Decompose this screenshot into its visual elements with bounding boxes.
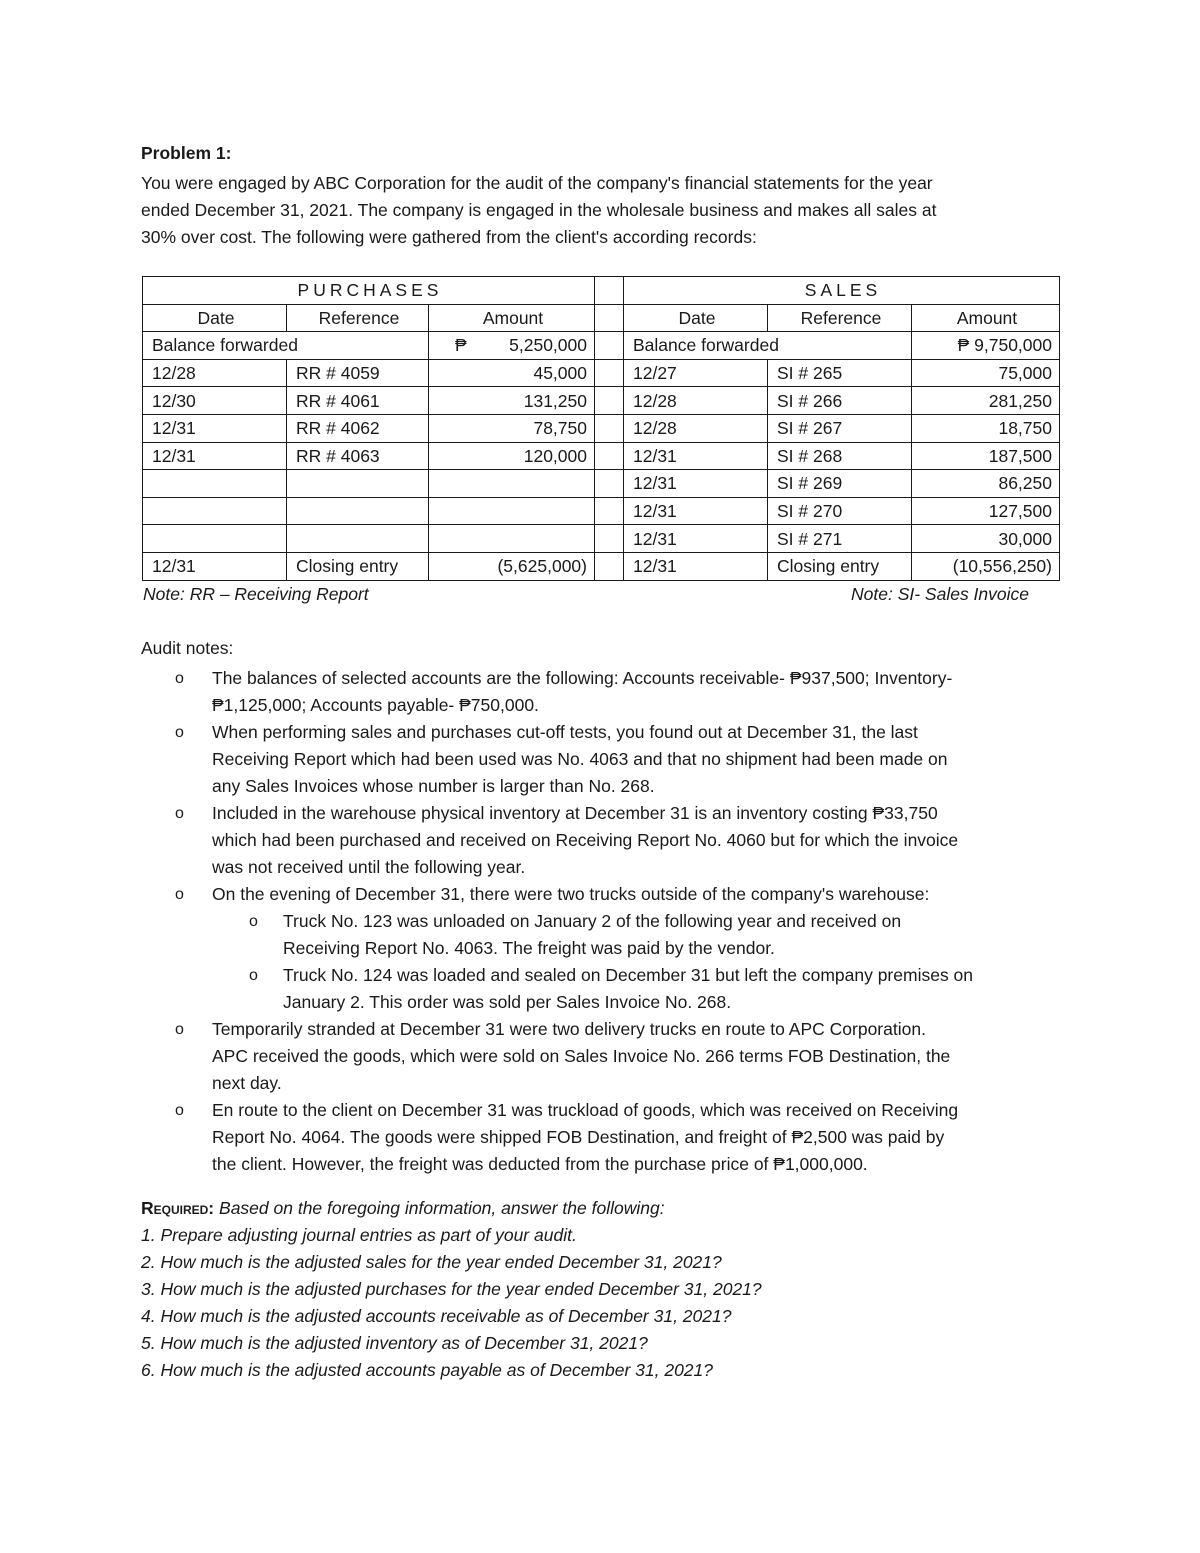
- purchases-reference-cell: RR # 4063: [287, 442, 429, 470]
- audit-sub-line: January 2. This order was sold per Sales Invoice No. 268.: [283, 992, 732, 1012]
- audit-note-line: The balances of selected accounts are the following: Accounts receivable- ₱937,500; Inventory-: [212, 668, 953, 688]
- audit-note-line: On the evening of December 31, there were two trucks outside of the company's warehouse:: [212, 884, 930, 904]
- table-gap: [595, 525, 624, 553]
- audit-note-item: [175, 800, 1072, 881]
- bullet-icon: o: [175, 1021, 184, 1038]
- question-list: [141, 1222, 762, 1384]
- purchases-reference-cell: [287, 470, 429, 498]
- audit-note-line: When performing sales and purchases cut-off tests, you found out at December 31, the last: [212, 722, 918, 742]
- table-row: [143, 442, 1060, 470]
- required-header: [141, 1195, 762, 1222]
- audit-note-line: which had been purchased and received on Receiving Report No. 4060 but for which the invoice: [212, 830, 959, 850]
- table-row: [143, 414, 1060, 442]
- sales-date-cell: 12/31: [624, 442, 768, 470]
- bullet-icon: o: [175, 886, 184, 903]
- purchases-amount-cell: 120,000: [429, 442, 595, 470]
- table-gap: [595, 332, 624, 360]
- audit-note-line: Receiving Report which had been used was No. 4063 and that no shipment had been made on: [212, 749, 948, 769]
- intro-paragraph: [141, 170, 1061, 251]
- purchases-balance-label: Balance forwarded: [143, 332, 429, 360]
- purchases-reference-cell: Closing entry: [287, 552, 429, 580]
- purchases-sales-table: [142, 276, 1060, 581]
- question-item: 4. How much is the adjusted accounts receivable as of December 31, 2021?: [141, 1306, 732, 1326]
- question-item: 5. How much is the adjusted inventory as of December 31, 2021?: [141, 1333, 648, 1353]
- audit-note-line: Temporarily stranded at December 31 were two delivery trucks en route to APC Corporation.: [212, 1019, 926, 1039]
- purchases-reference-cell: [287, 525, 429, 553]
- purchases-reference-cell: [287, 497, 429, 525]
- audit-sub-line: Receiving Report No. 4063. The freight was paid by the vendor.: [283, 938, 775, 958]
- table-row: [143, 387, 1060, 415]
- balance-forwarded-row: [143, 332, 1060, 360]
- sales-reference-cell: SI # 270: [768, 497, 912, 525]
- sales-date-cell: 12/27: [624, 359, 768, 387]
- sales-date-cell: 12/31: [624, 525, 768, 553]
- sales-reference-cell: SI # 269: [768, 470, 912, 498]
- audit-notes-title: Audit notes:: [141, 638, 234, 658]
- audit-sub-line: Truck No. 124 was loaded and sealed on December 31 but left the company premises on: [283, 965, 974, 985]
- table-row: [143, 359, 1060, 387]
- table-gap: [595, 442, 624, 470]
- purchases-balance-amount: 5,250,000: [509, 335, 587, 356]
- question-item: 6. How much is the adjusted accounts payable as of December 31, 2021?: [141, 1360, 714, 1380]
- purchases-reference-cell: RR # 4062: [287, 414, 429, 442]
- purchases-heading: PURCHASES: [143, 277, 595, 305]
- audit-note-line: was not received until the following year.: [212, 857, 526, 877]
- question-item: 2. How much is the adjusted sales for the year ended December 31, 2021?: [141, 1252, 722, 1272]
- sales-date-cell: 12/31: [624, 497, 768, 525]
- sales-reference-cell: SI # 267: [768, 414, 912, 442]
- intro-line: 30% over cost. The following were gathered from the client's according records:: [141, 227, 757, 247]
- audit-note-item: [175, 719, 1072, 800]
- sales-amount-cell: 18,750: [912, 414, 1060, 442]
- sales-amount-cell: 75,000: [912, 359, 1060, 387]
- required-section: [141, 1195, 762, 1384]
- required-description: Based on the foregoing information, answer the following:: [219, 1198, 665, 1218]
- audit-notes-list: [0, 665, 1200, 1178]
- sales-date-cell: 12/28: [624, 387, 768, 415]
- purchases-date-cell: 12/30: [143, 387, 287, 415]
- table-gap: [595, 552, 624, 580]
- audit-note-item: [175, 881, 1072, 1016]
- purchases-date-cell: 12/31: [143, 552, 287, 580]
- question-item: 3. How much is the adjusted purchases for the year ended December 31, 2021?: [141, 1279, 762, 1299]
- sales-reference-cell: SI # 266: [768, 387, 912, 415]
- table-row: [143, 470, 1060, 498]
- bullet-icon: o: [175, 724, 184, 741]
- sales-amount-cell: 86,250: [912, 470, 1060, 498]
- peso-sign: ₱: [455, 335, 467, 356]
- purchases-date-cell: [143, 525, 287, 553]
- audit-sub-line: Truck No. 123 was unloaded on January 2 of the following year and received on: [283, 911, 902, 931]
- sales-balance-label: Balance forwarded: [624, 332, 912, 360]
- purchases-amount-cell: [429, 497, 595, 525]
- sales-reference-cell: SI # 271: [768, 525, 912, 553]
- bullet-icon: o: [249, 967, 258, 984]
- sales-amount-cell: (10,556,250): [912, 552, 1060, 580]
- sales-reference-cell: Closing entry: [768, 552, 912, 580]
- purchases-date-cell: [143, 497, 287, 525]
- sales-date-cell: 12/31: [624, 552, 768, 580]
- purchases-date-cell: 12/31: [143, 414, 287, 442]
- purchases-reference-cell: RR # 4061: [287, 387, 429, 415]
- question-item: 1. Prepare adjusting journal entries as part of your audit.: [141, 1225, 577, 1245]
- audit-note-line: Included in the warehouse physical inventory at December 31 is an inventory costing ₱33,750: [212, 803, 938, 823]
- table-heading-row: [143, 277, 1060, 305]
- purchases-amount-header: Amount: [429, 304, 595, 332]
- purchases-balance-cell: [429, 332, 595, 360]
- purchases-amount-cell: 131,250: [429, 387, 595, 415]
- table-gap: [595, 277, 624, 305]
- bullet-icon: o: [175, 1102, 184, 1119]
- bullet-icon: o: [175, 670, 184, 687]
- intro-line: ended December 31, 2021. The company is engaged in the wholesale business and makes all sales at: [141, 200, 937, 220]
- table-row: [143, 525, 1060, 553]
- table-row: [143, 497, 1060, 525]
- sales-reference-cell: SI # 265: [768, 359, 912, 387]
- audit-note-line: APC received the goods, which were sold on Sales Invoice No. 266 terms FOB Destination, the: [212, 1046, 951, 1066]
- purchases-reference-cell: RR # 4059: [287, 359, 429, 387]
- bullet-icon: o: [175, 805, 184, 822]
- sales-note: Note: SI- Sales Invoice: [851, 584, 1029, 604]
- table-gap: [595, 414, 624, 442]
- audit-note-line: any Sales Invoices whose number is larger than No. 268.: [212, 776, 655, 796]
- sales-date-header: Date: [624, 304, 768, 332]
- sales-date-cell: 12/31: [624, 470, 768, 498]
- sales-amount-cell: 30,000: [912, 525, 1060, 553]
- table-gap: [595, 497, 624, 525]
- sales-amount-cell: 127,500: [912, 497, 1060, 525]
- audit-note-line: the client. However, the freight was deducted from the purchase price of ₱1,000,000.: [212, 1154, 868, 1174]
- purchases-amount-cell: 45,000: [429, 359, 595, 387]
- table-gap: [595, 470, 624, 498]
- purchases-reference-header: Reference: [287, 304, 429, 332]
- required-label: Required:: [141, 1198, 215, 1218]
- audit-note-item: [175, 665, 1072, 719]
- purchases-date-cell: 12/31: [143, 442, 287, 470]
- intro-line: You were engaged by ABC Corporation for the audit of the company's financial statements for the year: [141, 173, 933, 193]
- audit-note-line: next day.: [212, 1073, 282, 1093]
- table-gap: [595, 387, 624, 415]
- sales-reference-cell: SI # 268: [768, 442, 912, 470]
- table-row: [143, 552, 1060, 580]
- audit-note-item: [175, 1016, 1072, 1097]
- purchases-amount-cell: [429, 470, 595, 498]
- table-gap: [595, 359, 624, 387]
- problem-title: Problem 1:: [141, 143, 232, 163]
- audit-sub-item: [249, 908, 1083, 962]
- bullet-icon: o: [249, 913, 258, 930]
- sales-amount-cell: 187,500: [912, 442, 1060, 470]
- sales-amount-header: Amount: [912, 304, 1060, 332]
- audit-note-item: [175, 1097, 1072, 1178]
- purchases-amount-cell: 78,750: [429, 414, 595, 442]
- audit-note-line: En route to the client on December 31 was truckload of goods, which was received on Receiving: [212, 1100, 959, 1120]
- column-header-row: [143, 304, 1060, 332]
- sales-amount-cell: 281,250: [912, 387, 1060, 415]
- purchases-amount-cell: (5,625,000): [429, 552, 595, 580]
- purchases-date-cell: 12/28: [143, 359, 287, 387]
- sales-date-cell: 12/28: [624, 414, 768, 442]
- audit-note-line: ₱1,125,000; Accounts payable- ₱750,000.: [212, 695, 539, 715]
- audit-note-line: Report No. 4064. The goods were shipped FOB Destination, and freight of ₱2,500 was paid by: [212, 1127, 945, 1147]
- purchases-date-cell: [143, 470, 287, 498]
- purchases-amount-cell: [429, 525, 595, 553]
- audit-sub-item: [249, 962, 1083, 1016]
- purchases-note: Note: RR – Receiving Report: [143, 584, 369, 604]
- sales-reference-header: Reference: [768, 304, 912, 332]
- table-gap: [595, 304, 624, 332]
- sales-heading: SALES: [624, 277, 1060, 305]
- sales-balance-amount: ₱ 9,750,000: [912, 332, 1060, 360]
- purchases-date-header: Date: [143, 304, 287, 332]
